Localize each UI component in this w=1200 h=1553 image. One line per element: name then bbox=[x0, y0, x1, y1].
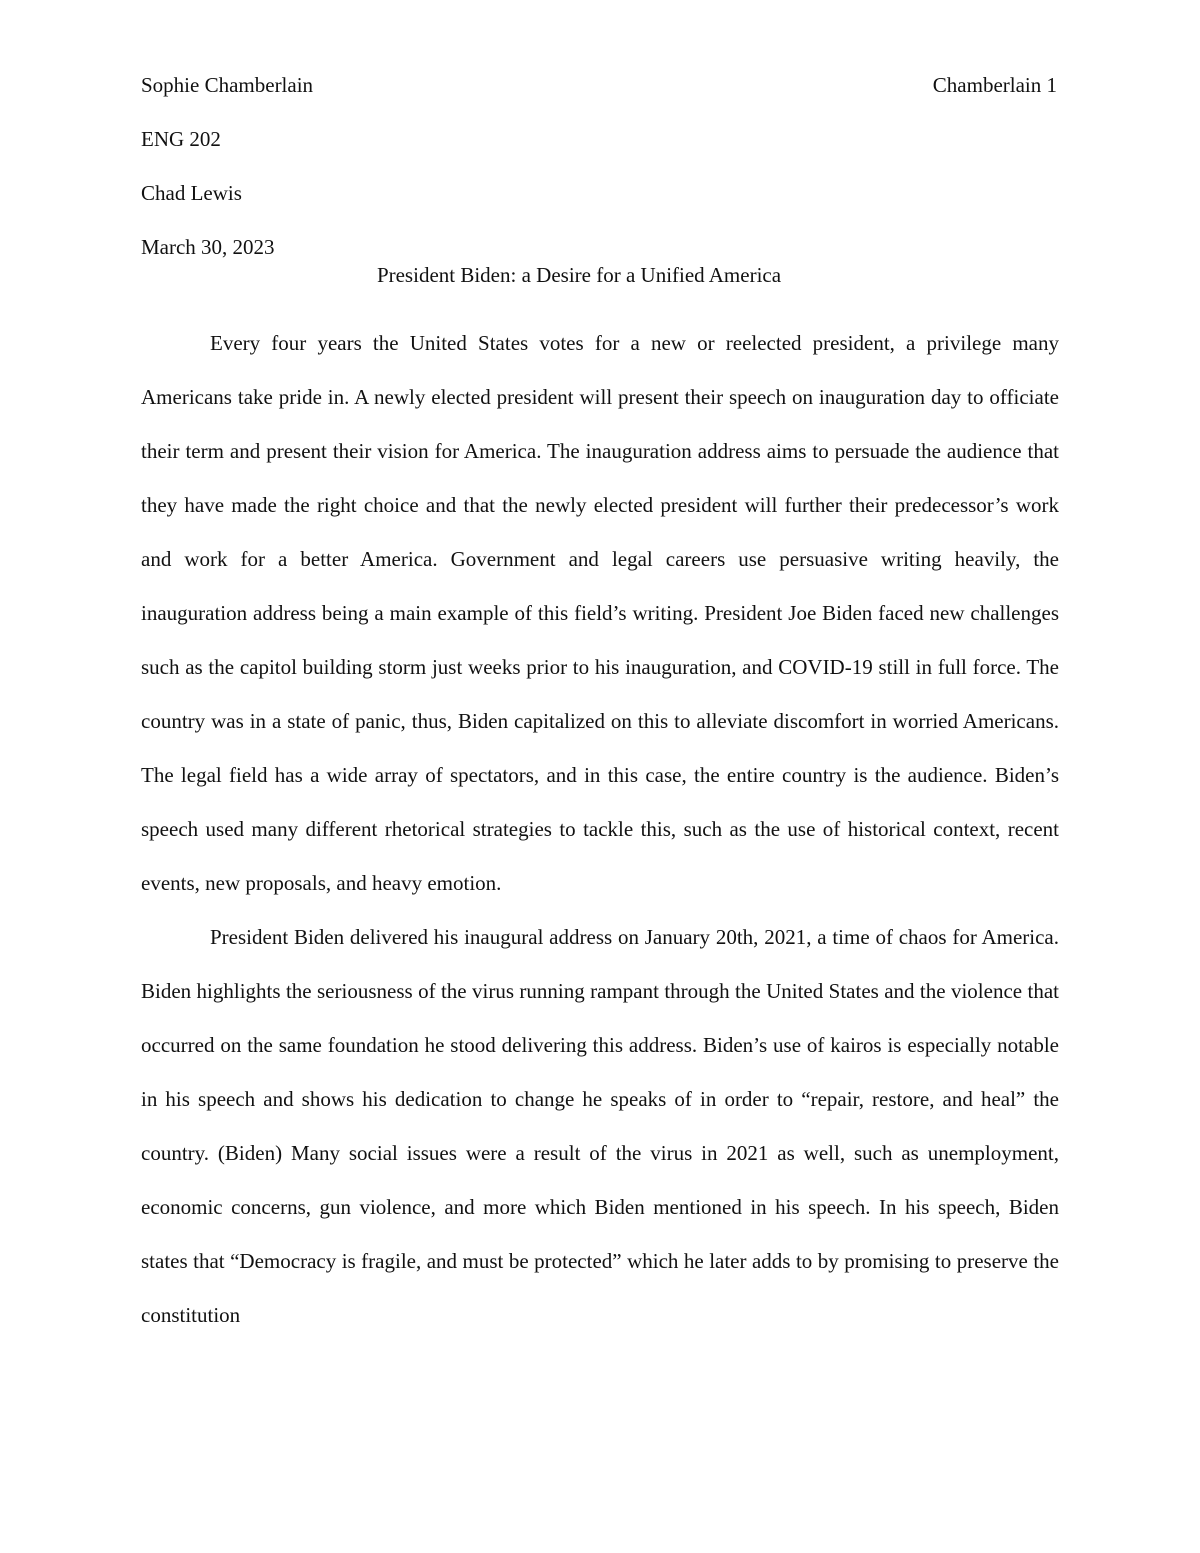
running-head: Chamberlain 1 bbox=[932, 73, 1057, 97]
essay-title: President Biden: a Desire for a Unified America bbox=[376, 263, 782, 287]
author-name: Sophie Chamberlain bbox=[141, 73, 314, 97]
mla-heading bbox=[141, 72, 313, 288]
instructor-name: Chad Lewis bbox=[141, 181, 242, 205]
essay-date: March 30, 2023 bbox=[141, 235, 275, 259]
course-name: ENG 202 bbox=[141, 127, 221, 151]
essay-body bbox=[141, 316, 1059, 1342]
body-paragraph: Every four years the United States votes for a new or reelected president, a privilege many Americans take pride in. A newly elected president will present their speech on inauguration day to officiate their term and present their vision for America. The inauguration address aims to persuade the audience that they have made the right choice and that the newly elected president will further their predecessor’s work and work for a better America. Government and legal careers use persuasive writing heavily, the inauguration address being a main example of this field’s writing. President Joe Biden faced new challenges such as the capitol building storm just weeks prior to his inauguration, and COVID-19 still in full force. The country was in a state of panic, thus, Biden capitalized on this to alleviate discomfort in worried Americans. The legal field has a wide array of spectators, and in this case, the entire country is the audience. Biden’s speech used many different rhetorical strategies to tackle this, such as the use of historical context, recent events, new proposals, and heavy emotion. bbox=[141, 331, 1059, 895]
body-paragraph: President Biden delivered his inaugural address on January 20th, 2021, a time of chaos for America. Biden highlights the seriousness of the virus running rampant through the United States and the violence that occurred on the same foundation he stood delivering this address. Biden’s use of kairos is especially notable in his speech and shows his dedication to change he speaks of in order to “repair, restore, and heal” the country. (Biden) Many social issues were a result of the virus in 2021 as well, such as unemployment, economic concerns, gun violence, and more which Biden mentioned in his speech. In his speech, Biden states that “Democracy is fragile, and must be protected” which he later adds to by promising to preserve the constitution bbox=[141, 925, 1059, 1327]
